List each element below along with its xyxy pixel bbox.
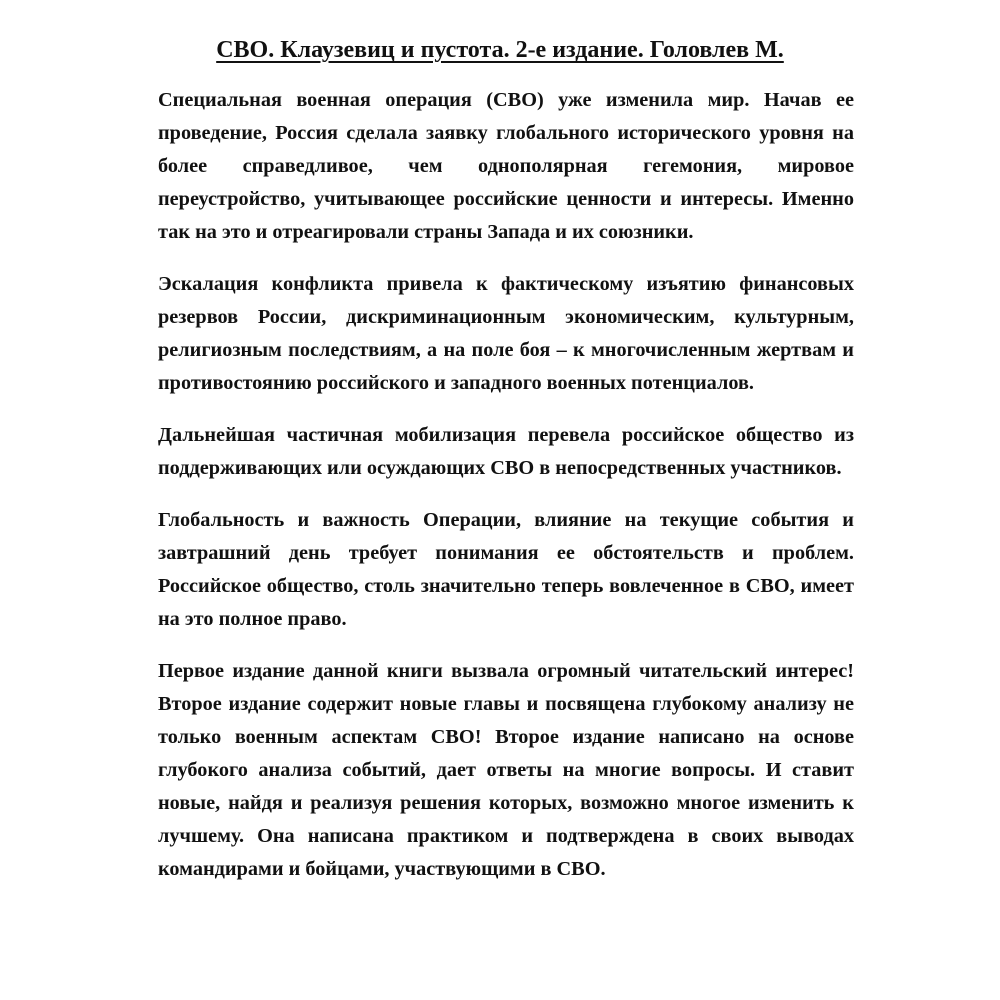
- paragraph-intro: Специальная военная операция (СВО) уже изменила мир. Начав ее проведение, Россия сделала заявку глобального исторического уровня на более справедливое, чем однополярная гегемония, мировое переустройство, учитывающее российские ценности и интересы. Именно так на это и отреагировали страны Запада и их союзники.: [158, 89, 854, 243]
- paragraph-mobilization: Дальнейшая частичная мобилизация перевела российское общество из поддерживающих или осуждающих СВО в непосредственных участников.: [158, 424, 854, 479]
- paragraph-edition: Первое издание данной книги вызвала огромный читательский интерес! Второе издание содержит новые главы и посвящена глубокому анализу не только военным аспектам СВО! Второе издание написано на основе глубокого анализа событий, дает ответы на многие вопросы. И ставит новые, найдя и реализуя решения которых, возможно многое изменить к лучшему. Она написана практиком и подтверждена в своих выводах командирами и бойцами, участвующими в СВО.: [158, 660, 854, 880]
- document-title: СВО. Клаузевиц и пустота. 2-е издание. Головлев М.: [216, 37, 784, 63]
- document-body: [158, 84, 854, 905]
- paragraph-escalation: Эскалация конфликта привела к фактическому изъятию финансовых резервов России, дискриминационным экономическим, культурным, религиозным последствиям, а на поле боя – к многочисленным жертвам и противостоянию российского и западного военных потенциалов.: [158, 273, 854, 394]
- paragraph-importance: Глобальность и важность Операции, влияние на текущие события и завтрашний день требует понимания ее обстоятельств и проблем. Российское общество, столь значительно теперь вовлеченное в СВО, имеет на это полное право.: [158, 509, 854, 630]
